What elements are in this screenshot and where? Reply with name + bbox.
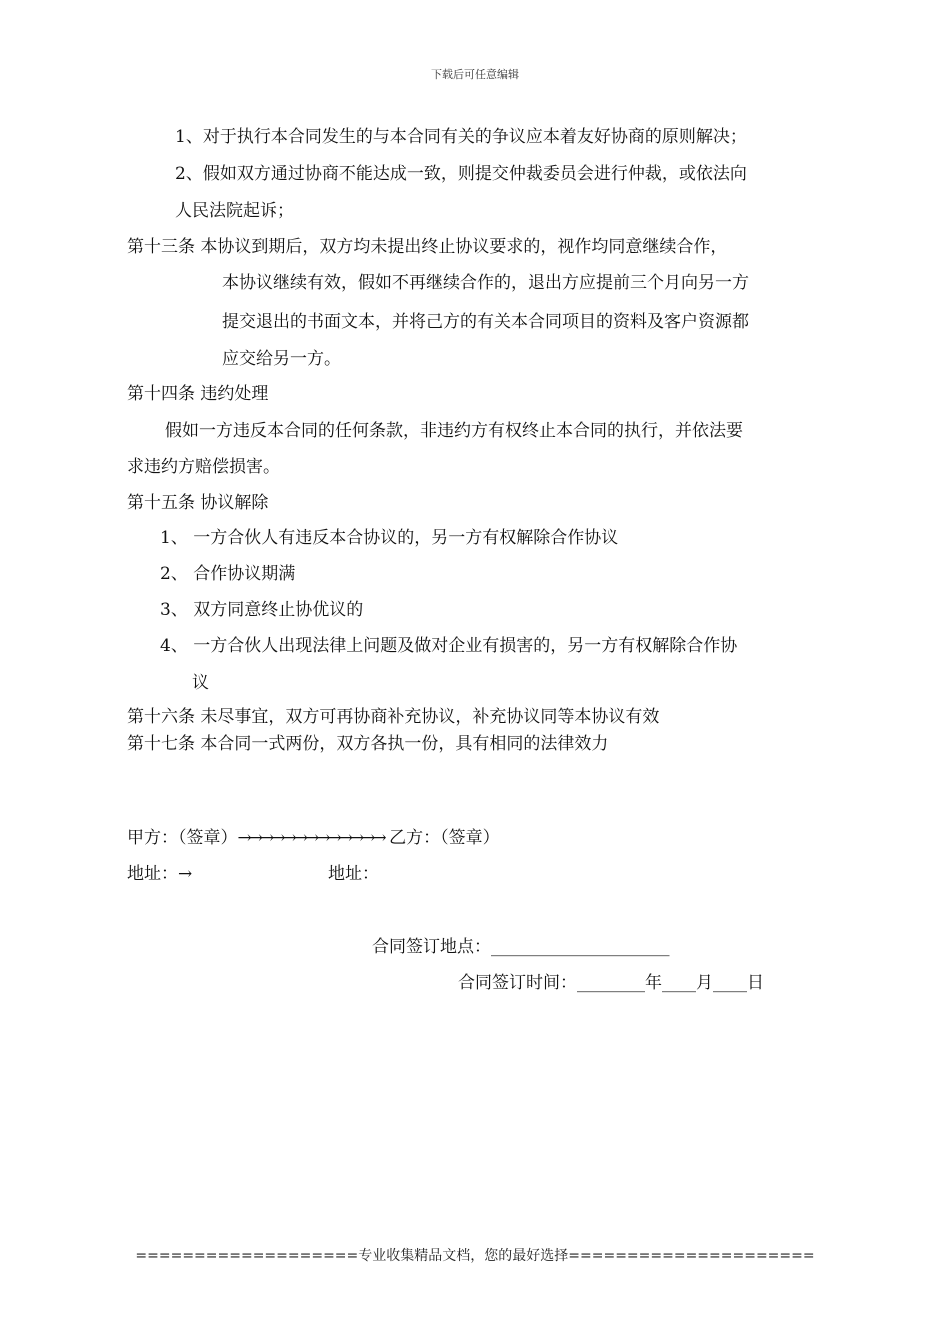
party-b-label: 乙方：（签章） bbox=[389, 828, 500, 848]
clause17: 第十七条 本合同一式两份，双方各执一份，具有相同的法律效力 bbox=[127, 734, 609, 754]
clause13-line-2: 本协议继续有效，假如不再继续合作的，退出方应提前三个月向另一方 bbox=[222, 273, 749, 293]
address-a-label: 地址：→ bbox=[127, 864, 193, 884]
page-header: 下载后可任意编辑 bbox=[431, 68, 519, 81]
clause14-line-2: 求违约方赔偿损害。 bbox=[127, 457, 280, 477]
clause12-item-1: 1、对于执行本合同发生的与本合同有关的争议应本着友好协商的原则解决； bbox=[175, 127, 747, 147]
clause13-line-1: 第十三条 本协议到期后，双方均未提出终止协议要求的，视作均同意继续合作， bbox=[127, 237, 728, 257]
clause15-item-3: 3、 双方同意终止协优议的 bbox=[160, 600, 364, 620]
signature-row bbox=[127, 827, 500, 849]
clause15-item-2: 2、 合作协议期满 bbox=[160, 564, 296, 584]
clause12-item-2-cont: 人民法院起诉； bbox=[175, 201, 294, 221]
clause14-title: 第十四条 违约处理 bbox=[127, 384, 269, 404]
address-b-label: 地址： bbox=[328, 864, 379, 884]
signing-place: 合同签订地点：_____________________ bbox=[372, 937, 670, 957]
clause15-title: 第十五条 协议解除 bbox=[127, 493, 269, 513]
clause15-item-4: 4、 一方合伙人出现法律上问题及做对企业有损害的，另一方有权解除合作协 bbox=[160, 636, 738, 656]
clause13-line-3: 提交退出的书面文本，并将己方的有关本合同项目的资料及客户资源都 bbox=[222, 312, 749, 332]
clause15-item-1: 1、 一方合伙人有违反本合协议的，另一方有权解除合作协议 bbox=[160, 528, 619, 548]
tab-arrows: →→→→→→→→→→→→→ bbox=[237, 828, 384, 848]
signing-time: 合同签订时间：________年____月____日 bbox=[458, 973, 764, 993]
party-a-label: 甲方：（签章） bbox=[127, 828, 238, 848]
clause13-line-4: 应交给另一方。 bbox=[222, 349, 341, 369]
clause14-line-1: 假如一方违反本合同的任何条款，非违约方有权终止本合同的执行，并依法要 bbox=[165, 421, 743, 441]
clause15-item-4-cont: 议 bbox=[192, 673, 209, 693]
clause12-item-2: 2、假如双方通过协商不能达成一致，则提交仲裁委员会进行仲裁，或依法向 bbox=[175, 164, 747, 184]
clause16: 第十六条 未尽事宜，双方可再协商补充协议，补充协议同等本协议有效 bbox=[127, 707, 660, 727]
page-footer: ===================专业收集精品文档，您的最好选择===================== bbox=[135, 1248, 815, 1264]
